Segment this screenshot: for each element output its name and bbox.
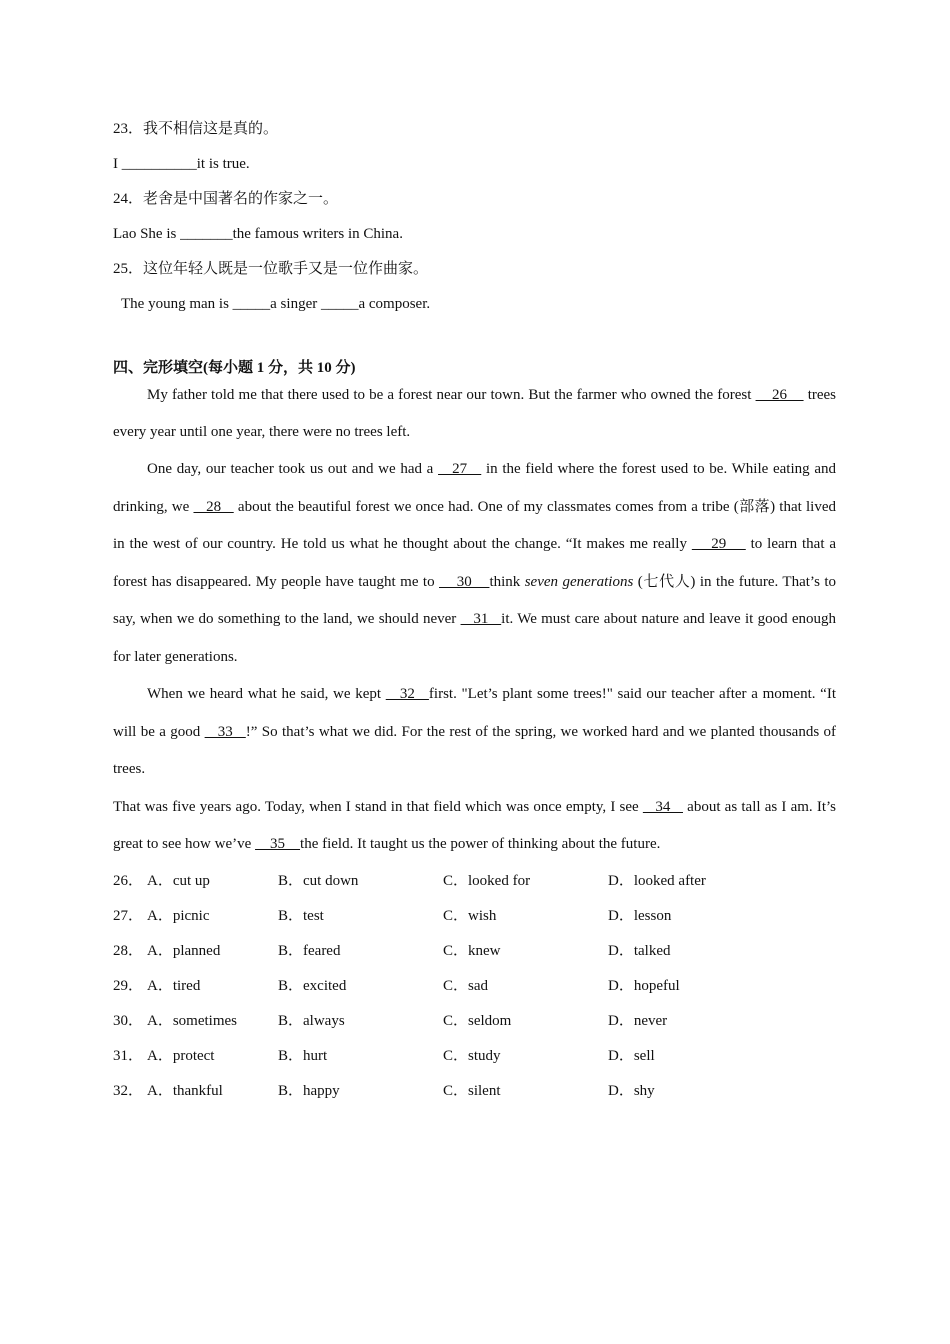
- question-23-prompt: 23．我不相信这是真的。: [113, 121, 279, 137]
- blank-31: 31: [460, 611, 502, 627]
- options-list: [113, 864, 836, 1109]
- blank-34: 34: [642, 798, 683, 815]
- blank-27: 27: [438, 461, 482, 477]
- question-23-answer: I __________it is true.: [113, 156, 250, 172]
- blank-35: 35: [255, 836, 301, 852]
- option-row-26: 26． A．cut up B．cut down C．looked for D．looked after: [113, 872, 706, 889]
- blank-30: 30: [439, 573, 490, 590]
- option-row-32: 32． A．thankful B．happy C．silent D．shy: [113, 1082, 655, 1099]
- blank-28: 28: [193, 498, 234, 515]
- option-row-28: 28． A．planned B．feared C．knew D．talked: [113, 942, 671, 959]
- blank-32: 32: [385, 686, 429, 702]
- passage-paragraph-3: When we heard what he said, we kept 32 first. "Let’s plant some trees!" said our teacher after a moment. “It will be a good 33 !” So that’s what we did. For the rest of the spring, we worked hard and we planted thousands of trees.: [113, 686, 837, 777]
- blank-26: 26: [755, 387, 804, 403]
- document-page: [113, 112, 836, 1109]
- passage-paragraph-4: That was five years ago. Today, when I stand in that field which was once empty, I see 34 about as tall as I am. It’s great to see how we’ve 35 the field. It taught us the power of thinking about the future.: [113, 798, 837, 852]
- blank-29: 29: [691, 536, 746, 552]
- question-24-answer: Lao She is _______the famous writers in China.: [113, 226, 403, 242]
- question-24-prompt: 24．老舍是中国著名的作家之一。: [113, 191, 339, 207]
- option-row-27: 27． A．picnic B．test C．wish D．lesson: [113, 907, 672, 924]
- section-title: 四、完形填空(每小题 1 分，共 10 分): [113, 360, 356, 376]
- blank-33: 33: [204, 723, 246, 740]
- question-25-answer: The young man is _____a singer _____a composer.: [121, 296, 431, 312]
- passage-paragraph-2: One day, our teacher took us out and we had a 27 in the field where the forest used to be. While eating and drinking, we 28 about the beautiful forest we once had. One of my classmates comes from a tribe (部落) that lived in the west of our country. He told us what he thought about the change. “It makes me really 29 to learn that a forest has disappeared. My people have taught me to 30 think seven generations (七代人) in the future. That’s to say, when we do something to the land, we should never 31 it. We must care about nature and leave it good enough for later generations.: [113, 461, 837, 665]
- option-row-30: 30． A．sometimes B．always C．seldom D．never: [113, 1012, 668, 1029]
- option-row-29: 29． A．tired B．excited C．sad D．hopeful: [113, 977, 680, 994]
- passage-paragraph-1: My father told me that there used to be a forest near our town. But the farmer who owned the forest 26 trees every year until one year, there were no trees left.: [113, 387, 837, 440]
- question-25-prompt: 25．这位年轻人既是一位歌手又是一位作曲家。: [113, 261, 429, 277]
- option-row-31: 31． A．protect B．hurt C．study D．sell: [113, 1047, 655, 1064]
